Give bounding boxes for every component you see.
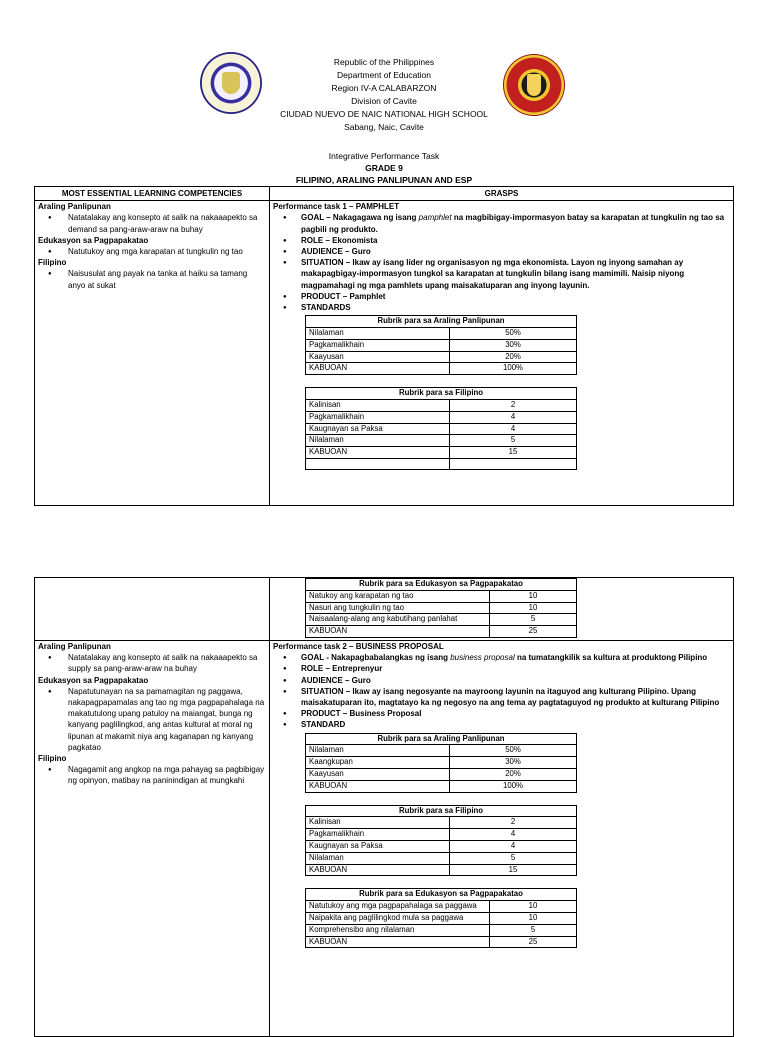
- subject-filipino: Filipino: [38, 258, 67, 268]
- competency-item: ● Napatutunayan na sa pamamagitan ng paggawa, nakapagpapamalas ang tao ng mga pagpapahalaga na makatutulong upang patuloy na maiangat, bunga ng kanyang paglilingkod, ang antas kultural at moral ng lipunan at makamit niya ang kaganapan ng kanyang pagkatao: [38, 686, 266, 753]
- rubric-row: KABUOAN 15: [306, 447, 577, 459]
- competencies-cell: [35, 201, 270, 506]
- rubric-title: Rubrik para sa Edukasyon sa Pagpapakatao: [306, 889, 577, 901]
- rubric-row: Pagkamalikhain 30%: [306, 339, 577, 351]
- task-title: Performance task 1 – PAMPHLET: [273, 202, 400, 212]
- grasps-audience: ● AUDIENCE – Guro: [301, 246, 730, 257]
- rubric-blank-row: [306, 459, 577, 470]
- grasps-goal: ● GOAL – Nakagagawa ng isang pamphlet na magbibigay-impormasyon batay sa karapatan at tungkulin ng tao sa pagbili ng produkto.: [301, 212, 730, 234]
- column-header-competencies: MOST ESSENTIAL LEARNING COMPETENCIES: [35, 187, 270, 201]
- rubric-row: Komprehensibo ang nilalaman 5: [306, 924, 577, 936]
- subject-esp: Edukasyon sa Pagpapakatao: [38, 675, 149, 685]
- header-line: Republic of the Philippines: [333, 57, 435, 67]
- rubric-table-esp-1: [305, 578, 577, 638]
- subject-filipino: Filipino: [38, 754, 67, 764]
- competency-item: ● Nagagamit ang angkop na mga pahayag sa pagbibigay ng opinyon, matibay na paninindigan at mungkahi: [38, 764, 266, 786]
- rubric-row: Kalinisan 2: [306, 400, 577, 412]
- competency-item: ● Natatalakay ang konsepto at salik na nakaaapekto sa supply sa pang-araw-araw na buhay: [38, 652, 266, 674]
- rubric-row: Pagkamalikhain 4: [306, 829, 577, 841]
- performance-task-table-1: [34, 186, 734, 506]
- rubric-row: Naipakita ang paglilingkod mula sa paggawa 10: [306, 912, 577, 924]
- rubric-title: Rubrik para sa Edukasyon sa Pagpapakatao: [306, 579, 577, 591]
- rubric-row: Kaugnayan sa Paksa 4: [306, 840, 577, 852]
- rubric-row: Pagkamalikhain 4: [306, 411, 577, 423]
- header-line: CIUDAD NUEVO DE NAIC NATIONAL HIGH SCHOOL: [280, 109, 488, 119]
- header-line: Division of Cavite: [351, 96, 417, 106]
- doc-grade: GRADE 9: [365, 163, 403, 173]
- subject-ap: Araling Panlipunan: [38, 202, 111, 212]
- empty-cell: [35, 578, 270, 641]
- rubric-row: KABUOAN 25: [306, 936, 577, 948]
- rubric-row: KABUOAN 15: [306, 864, 577, 876]
- rubric-row: Nilalaman 5: [306, 852, 577, 864]
- rubric-row: Nilalaman 50%: [306, 328, 577, 340]
- grasps-cell: [270, 640, 734, 1036]
- grasps-product: ● PRODUCT – Business Proposal: [301, 708, 730, 719]
- rubric-row: Kaangkupan 30%: [306, 757, 577, 769]
- rubric-row: KABUOAN 100%: [306, 780, 577, 792]
- rubric-row: Kaayusan 20%: [306, 769, 577, 781]
- rubric-row: Natukoy ang karapatan ng tao 10: [306, 590, 577, 602]
- grasps-situation: ● SITUATION – Ikaw ay isang lider ng organisasyon ng mga ekonomista. Layon ng inyong samahan ay makapagbigay-impormasyon tungkol sa karapatan at tungkulin bilang isang mamimili. Naisip niyong magpamahagi ng mga pamhlets upang maisakatuparan ang inyong layunin.: [301, 257, 730, 291]
- rubric-row: Kalinisan 2: [306, 817, 577, 829]
- rubric-title: Rubrik para sa Filipino: [306, 805, 577, 817]
- task-title: Performance task 2 – BUSINESS PROPOSAL: [273, 641, 444, 651]
- rubric-table-filipino: [305, 805, 577, 877]
- grasps-product: ● PRODUCT – Pamphlet: [301, 291, 730, 302]
- rubric-row: Nilalaman 50%: [306, 745, 577, 757]
- rubric-row: Kaayusan 20%: [306, 351, 577, 363]
- rubric-row: Natutukoy ang mga pagpapahalaga sa paggawa 10: [306, 901, 577, 913]
- esp-rubric-cell: [270, 578, 734, 641]
- grasps-situation: ● SITUATION – Ikaw ay isang negosyante na mayroong layunin na itaguyod ang kulturang Pilipino. Upang maisakatuparan ito, magtatayo ka ng negosyo na ang tema ay pagtataguyod ng produkto at kulturang Pilipino: [301, 686, 730, 708]
- competency-item: ● Naisusulat ang payak na tanka at haiku sa tamang anyo at sukat: [38, 268, 266, 290]
- rubric-table-ap: [305, 733, 577, 793]
- rubric-title: Rubrik para sa Filipino: [306, 388, 577, 400]
- rubric-title: Rubrik para sa Araling Panlipunan: [306, 316, 577, 328]
- grasps-list: [273, 212, 730, 313]
- grasps-role: ● ROLE – Entreprenyur: [301, 663, 730, 674]
- rubric-table-ap: [305, 315, 577, 375]
- document-header: [0, 56, 768, 134]
- rubric-row: Naisaalang-alang ang kabutihang panlahat 5: [306, 614, 577, 626]
- rubric-row: Nilalaman 5: [306, 435, 577, 447]
- grasps-cell: [270, 201, 734, 506]
- subject-esp: Edukasyon sa Pagpapakatao: [38, 235, 149, 245]
- rubric-row: Nasuri ang tungkulin ng tao 10: [306, 602, 577, 614]
- column-header-grasps: GRASPS: [270, 187, 734, 201]
- grasps-goal: ● GOAL - Nakapagbabalangkas ng isang business proposal na tumatangkilik sa kultura at produktong Pilipino: [301, 652, 730, 663]
- header-line: Sabang, Naic, Cavite: [344, 122, 424, 132]
- header-line: Department of Education: [336, 70, 432, 80]
- rubric-title: Rubrik para sa Araling Panlipunan: [306, 733, 577, 745]
- doc-title: Integrative Performance Task: [328, 151, 440, 161]
- rubric-row: KABUOAN 100%: [306, 363, 577, 375]
- rubric-row: KABUOAN 25: [306, 626, 577, 638]
- grasps-role: ● ROLE – Ekonomista: [301, 235, 730, 246]
- subject-ap: Araling Panlipunan: [38, 641, 111, 651]
- header-line: Region IV-A CALABARZON: [331, 83, 437, 93]
- rubric-table-esp-2: [305, 888, 577, 948]
- performance-task-table-2: [34, 577, 734, 1037]
- grasps-list: [273, 652, 730, 730]
- grasps-standards: ● STANDARDS: [301, 302, 730, 313]
- rubric-table-filipino: [305, 387, 577, 470]
- doc-subjects: FILIPINO, ARALING PANLIPUNAN AND ESP: [295, 175, 473, 185]
- competency-item: ● Natatalakay ang konsepto at salik na nakaaapekto sa demand sa pang-araw-araw na buhay: [38, 212, 266, 234]
- competencies-cell: [35, 640, 270, 1036]
- grasps-audience: ● AUDIENCE – Guro: [301, 675, 730, 686]
- competency-item: ● Natutukoy ang mga karapatan at tungkulin ng tao: [38, 246, 266, 257]
- grasps-standard: ● STANDARD: [301, 719, 730, 730]
- rubric-row: Kaugnayan sa Paksa 4: [306, 423, 577, 435]
